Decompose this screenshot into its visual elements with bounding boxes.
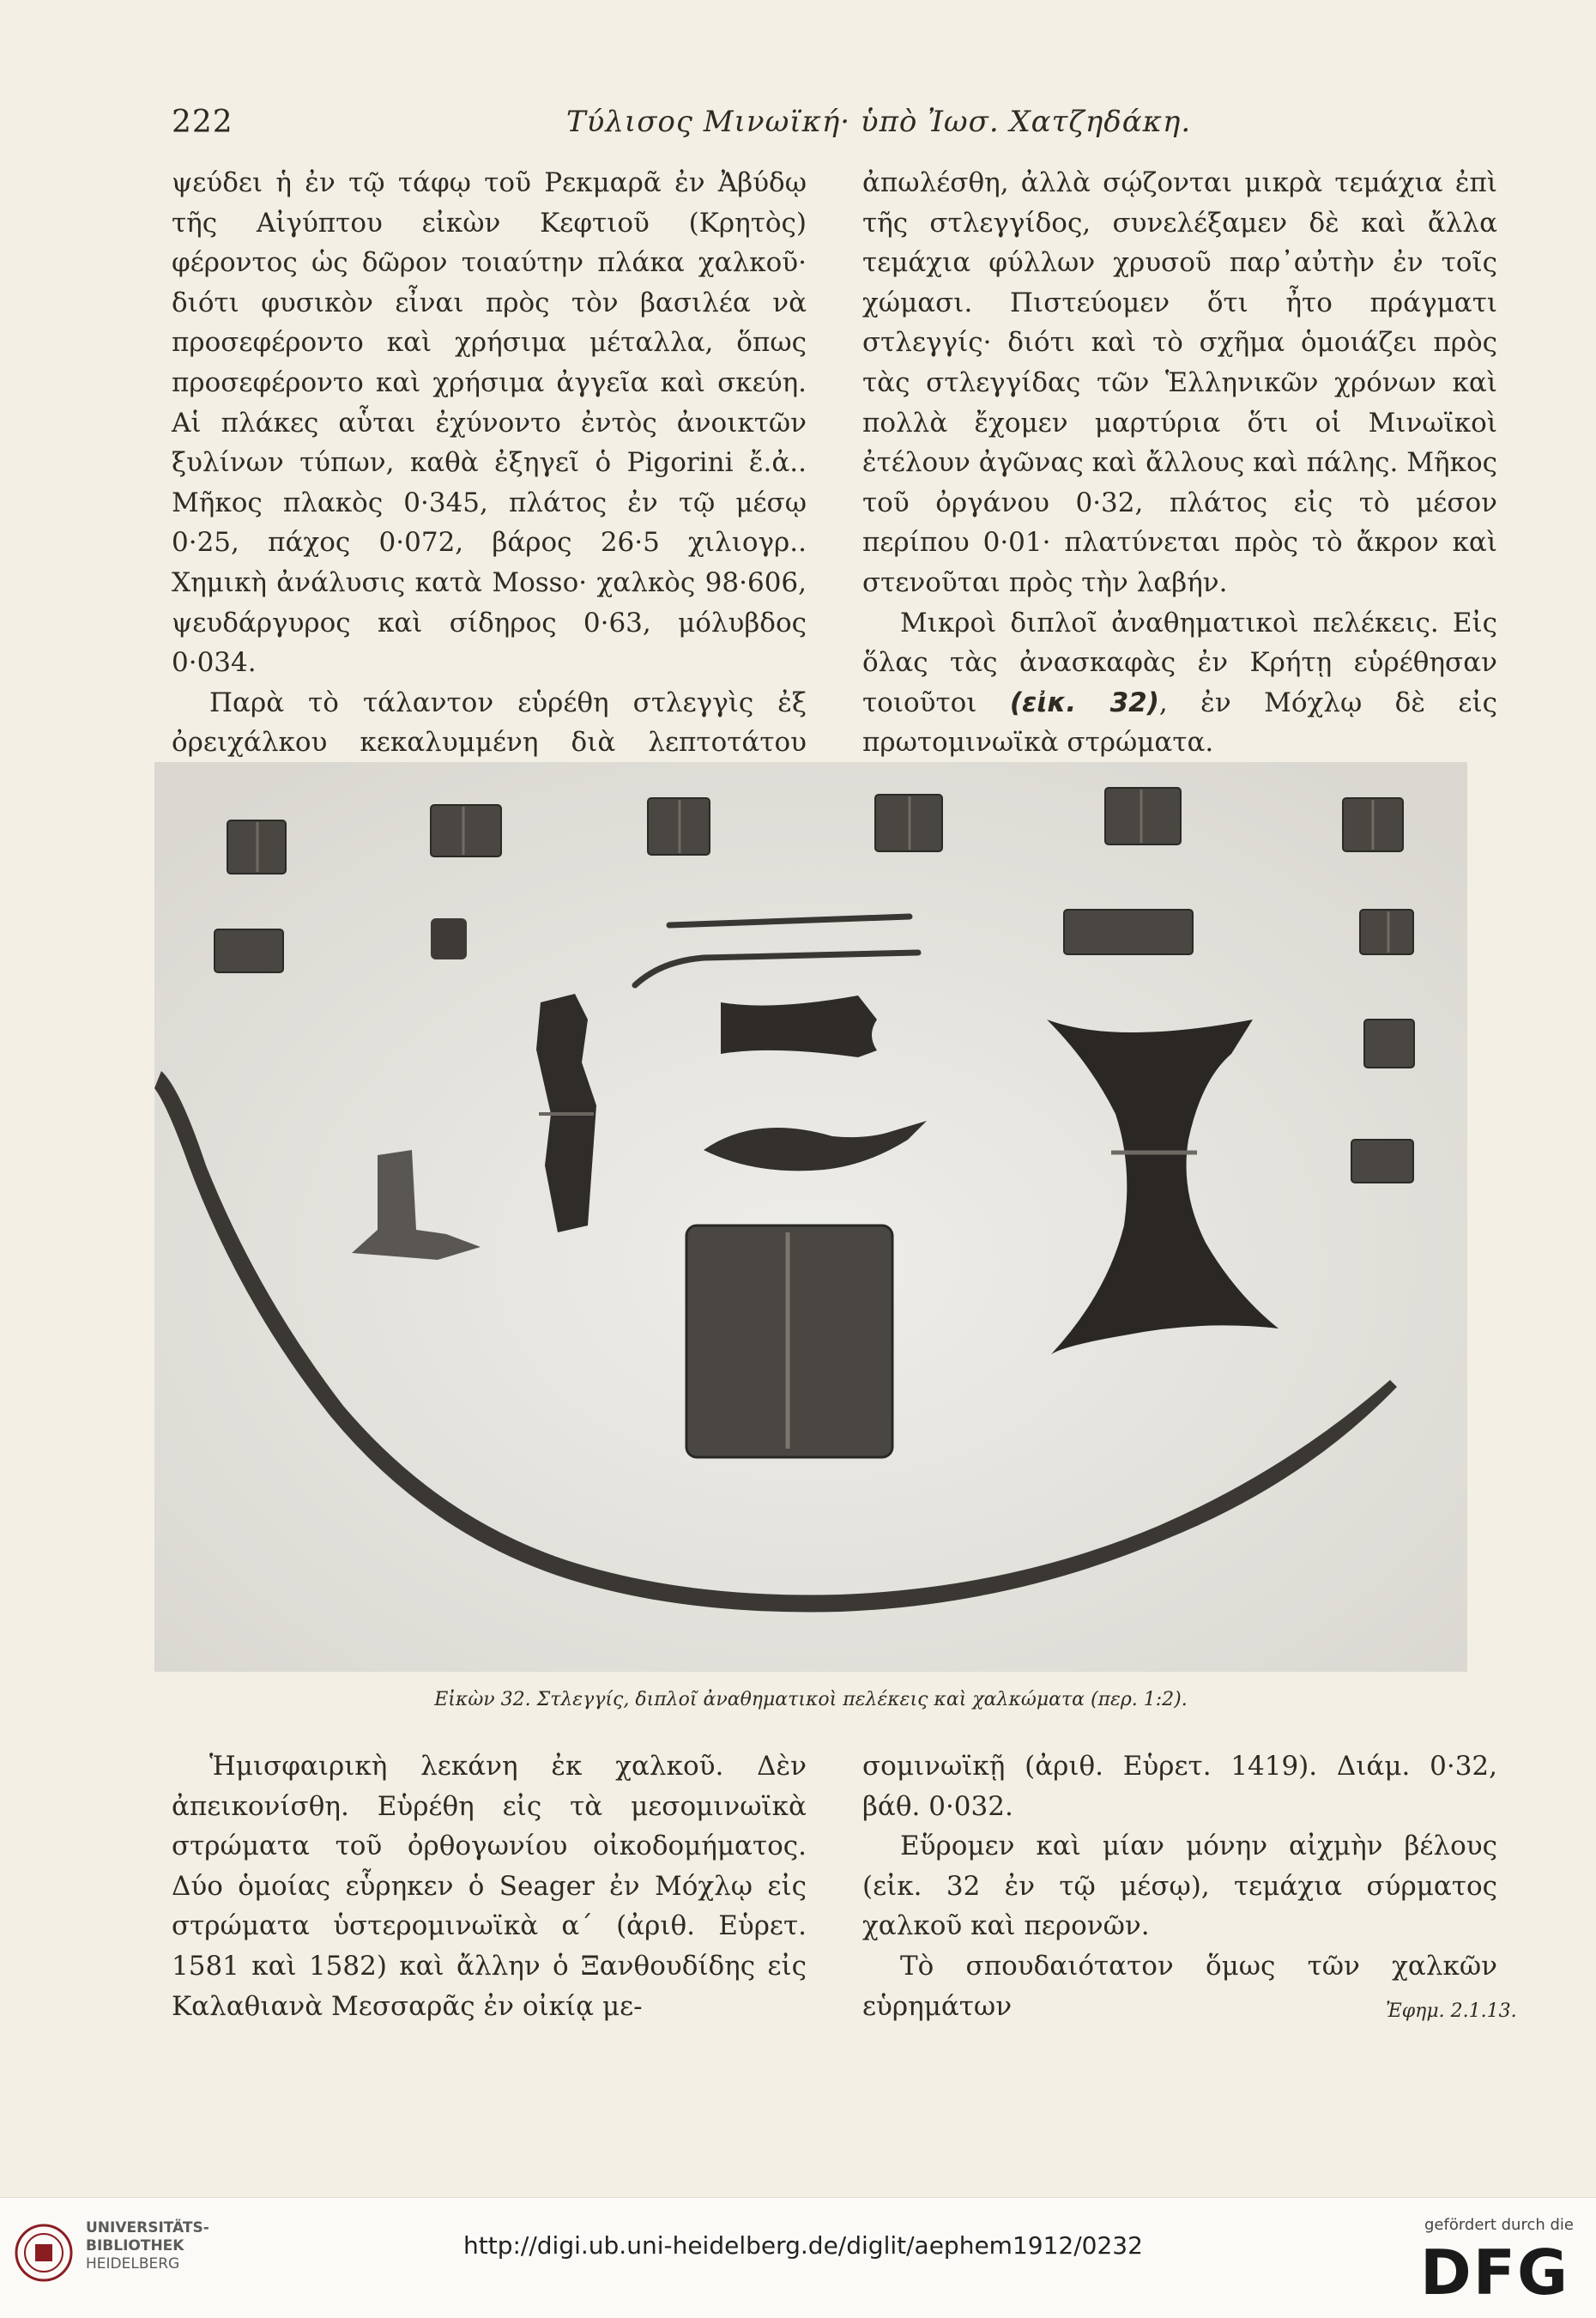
paragraph-text: , ἐν Μόχλῳ δὲ εἰς πρωτομινωϊκὰ στρώματα. [862, 687, 1497, 759]
paragraph-text: Μικροὶ διπλοῖ ἀναθηματικοὶ πελέκεις. Εἰς ὅλας τὰς ἀνασκαφὰς ἐν Κρήτῃ εὑρέθησαν τοιοῦτοι [862, 607, 1497, 718]
paragraph: Εὕρομεν καὶ μίαν μόνην αἰχμὴν βέλους (εἰκ. 32 ἐν τῷ μέσῳ), τεμάχια σύρματος χαλκοῦ καὶ περονῶν. [862, 1831, 1497, 1942]
running-title: Τύλισος Μινωϊκή· ὑπὸ Ἰωσ. Χατζηδάκη. [566, 105, 1192, 139]
ingot-fragment [1105, 788, 1181, 844]
figure-reference: (εἰκ. 32) [1009, 687, 1159, 718]
ingot-fragment [1064, 910, 1193, 954]
university-name-line: UNIVERSITÄTS- [86, 2219, 209, 2236]
university-name-line: HEIDELBERG [86, 2255, 180, 2273]
ingot-fragment [1364, 1020, 1414, 1068]
text-column-right-top [862, 163, 1497, 763]
ingot-fragment [215, 929, 283, 972]
bronze-objects-illustration [154, 762, 1467, 1672]
footnote: Ἐφημ. 2.1.13. [1386, 2000, 1517, 2022]
text-column-left-bottom [172, 1746, 807, 2026]
paragraph: ψεύδει ἡ ἐν τῷ τάφῳ τοῦ Ρεκμαρᾶ ἐν Ἀβύδῳ τῆς Αἰγύπτου εἰκὼν Κεφτιοῦ (Κρητὸς) φέροντος ὡς δῶρον τοιαύτην πλάκα χαλκοῦ· διότι φυσικὸν εἶναι πρὸς τὸν βασιλέα νὰ προσεφέροντο καὶ χρήσιμα μέταλλα, ὅπως προσεφέροντο καὶ χρήσιμα ἀγγεῖα καὶ σκεύη. Αἱ πλάκες αὗται ἐχύνοντο ἐντὸς ἀνοικτῶν ξυλίνων τύπων, καθὰ ἐξηγεῖ ὁ Pigorini ἔ.ἀ.. Μῆκος πλακὸς 0·345, πλάτος ἐν τῷ μέσῳ 0·25, πάχος 0·072, βάρος 26·5 χιλιογρ.. Χημικὴ ἀνάλυσις κατὰ Mosso· χαλκὸς 98·606, ψευδάργυρος καὶ σίδηρος 0·63, μόλυβδος 0·034. [172, 167, 807, 679]
ingot-fragment [1360, 910, 1413, 954]
text-column-right-bottom [862, 1746, 1497, 2026]
ingot-fragment [431, 805, 501, 856]
ingot-fragment [1351, 1140, 1413, 1183]
source-link[interactable]: http://digi.ub.uni-heidelberg.de/diglit/aephem1912/0232 [463, 2231, 1143, 2260]
paragraph: σομινωϊκῇ (ἀριθ. Εὑρετ. 1419). Διάμ. 0·32, βάθ. 0·032. [862, 1751, 1497, 1822]
figure-caption: Εἰκὼν 32. Στλεγγίς, διπλοῖ ἀναθηματικοὶ πελέκεις καὶ χαλκώματα (περ. 1:2). [434, 1689, 1188, 1710]
spool-object [431, 918, 467, 959]
university-library-name [86, 2219, 209, 2273]
figure-plate-photograph [154, 762, 1467, 1672]
paragraph: ἀπωλέσθη, ἀλλὰ σῴζονται μικρὰ τεμάχια ἐπὶ τῆς στλεγγίδος, συνελέξαμεν δὲ καὶ ἄλλα τεμάχια φύλλων χρυσοῦ παρ᾽αὐτὴν ἐν τοῖς χώμασι. Πιστεύομεν ὅτι ἦτο πράγματι στλεγγίς· διότι καὶ τὸ σχῆμα ὁμοιάζει πρὸς τὰς στλεγγίδας τῶν Ἑλληνικῶν χρόνων καὶ πολλὰ ἔχομεν μαρτύρια ὅτι οἱ Μινωϊκοὶ ἐτέλουν ἀγῶνας καὶ ἄλλους καὶ πάλης. Μῆκος τοῦ ὀργάνου 0·32, πλάτος εἰς τὸ μέσον περίπου 0·01· πλατύνεται πρὸς τὸ ἄκρον καὶ στενοῦται πρὸς τὴν λαβήν. [862, 167, 1497, 598]
paragraph: Ἡμισφαιρικὴ λεκάνη ἐκ χαλκοῦ. Δὲν ἀπεικονίσθη. Εὑρέθη εἰς τὰ μεσομινωϊκὰ στρώματα τοῦ ὀρθογωνίου οἰκοδομήματος. Δύο ὁμοίας εὗρηκεν ὁ Seager ἐν Μόχλῳ εἰς στρώματα ὑστερομινωϊκὰ α´ (ἀριθ. Εὑρετ. 1581 καὶ 1582) καὶ ἄλλην ὁ Ξανθουδίδης εἰς Καλαθιανὰ Μεσσαρᾶς ἐν οἰκίᾳ με- [172, 1751, 807, 2022]
university-seal-icon [14, 2223, 74, 2283]
paragraph: Τὸ σπουδαιότατον ὅμως τῶν χαλκῶν εὑρημάτων [862, 1950, 1497, 2022]
funded-by-label: gefördert durch die [1424, 2216, 1574, 2234]
university-name-line: BIBLIOTHEK [86, 2237, 184, 2254]
paragraph: Παρὰ τὸ τάλαντον εὑρέθη στλεγγὶς ἐξ ὀρειχάλκου κεκαλυμμένη διὰ λεπτοτάτου [172, 687, 807, 759]
text-column-left-top [172, 163, 807, 843]
page-number: 222 [172, 105, 233, 140]
paragraph [862, 603, 1497, 763]
dfg-logo: DFG [1420, 2236, 1570, 2309]
